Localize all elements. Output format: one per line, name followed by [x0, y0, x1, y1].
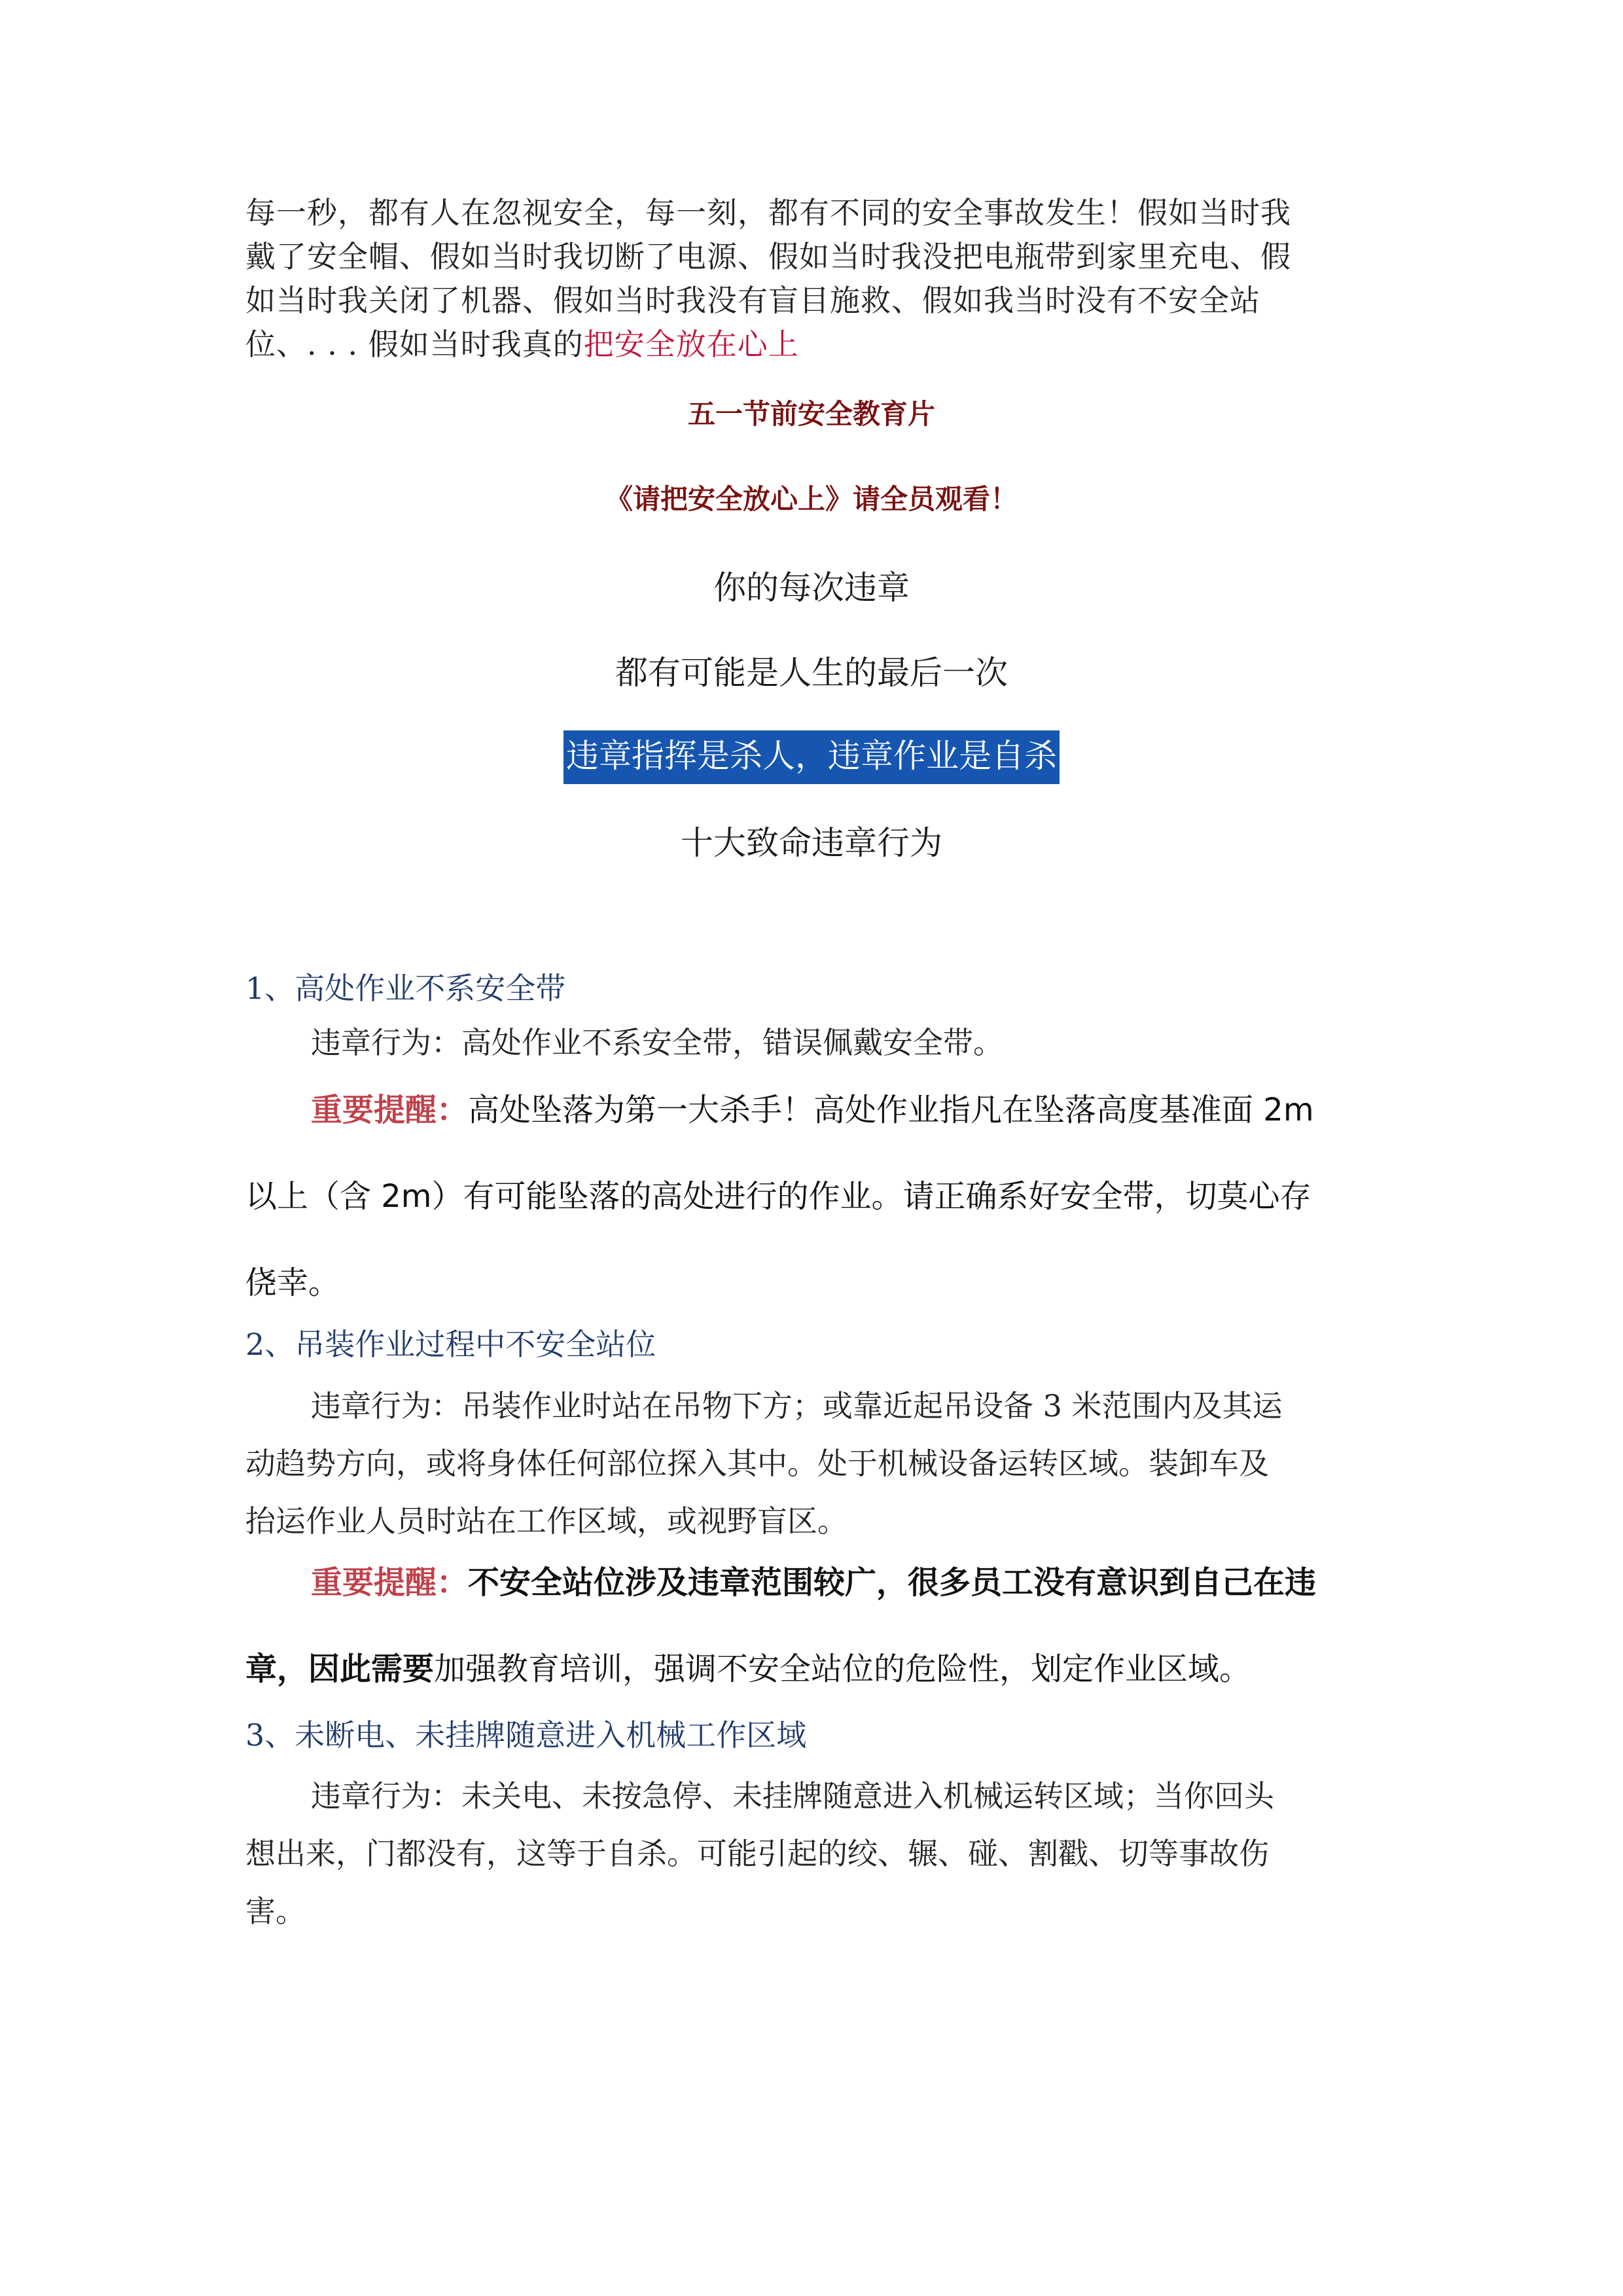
reminder-label: 重要提醒： — [311, 1092, 469, 1128]
document-subtitle: 《请把安全放心上》请全员观看！ — [605, 483, 1018, 515]
intro-line: 戴了安全帽、假如当时我切断了电源、假如当时我没把电瓶带到家里充电、假 — [245, 239, 1291, 274]
section-heading-2: 2、吊装作业过程中不安全站位 — [245, 1327, 656, 1362]
violation-line: 抬运作业人员时站在工作区域，或视野盲区。 — [245, 1503, 847, 1539]
reminder-text: 不安全站位涉及违章范围较广，很多员工没有意识到自己在违 — [468, 1564, 1317, 1601]
intro-line: 如当时我关闭了机器、假如当时我没有盲目施救、假如我当时没有不安全站 — [245, 283, 1260, 318]
reminder-line: 侥幸。 — [245, 1265, 340, 1301]
reminder-text: 高处坠落为第一大杀手！高处作业指凡在坠落高度基准面 2m — [468, 1092, 1314, 1128]
violation-text-2 — [245, 1377, 1384, 1550]
intro-line: 每一秒，都有人在忽视安全，每一刻，都有不同的安全事故发生！假如当时我 — [245, 195, 1291, 230]
reminder-text-bold: 章，因此需要 — [245, 1651, 435, 1687]
intro-emphasis: 把安全放在心上 — [583, 327, 799, 362]
reminder-block-2 — [245, 1539, 1384, 1712]
reminder-line — [245, 1626, 1384, 1712]
intro-line-text: 位、. . . 假如当时我真的 — [245, 327, 584, 362]
slogan-line: 你的每次违章 — [713, 569, 910, 607]
slogan-line: 都有可能是人生的最后一次 — [615, 654, 1008, 692]
violation-text-1 — [245, 1021, 1384, 1065]
violation-line: 违章行为：吊装作业时站在吊物下方；或靠近起吊设备 3 米范围内及其运 — [311, 1388, 1283, 1424]
reminder-line: 以上（含 2m）有可能坠落的高处进行的作业。请正确系好安全带，切莫心存 — [245, 1178, 1311, 1215]
violation-line: 想出来，门都没有，这等于自杀。可能引起的绞、辗、碰、割戳、切等事故伤 — [245, 1836, 1269, 1871]
violation-line: 动趋势方向，或将身体任何部位探入其中。处于机械设备运转区域。装卸车及 — [245, 1446, 1269, 1481]
violation-line: 违章行为：未关电、未按急停、未挂牌随意进入机械运转区域；当你回头 — [311, 1778, 1274, 1814]
section-heading-3: 3、未断电、未挂牌随意进入机械工作区域 — [245, 1717, 807, 1753]
slogan-highlight-line — [0, 730, 1623, 784]
reminder-line — [245, 1067, 1384, 1153]
reminder-line — [245, 1539, 1384, 1626]
violation-line: 违章行为：高处作业不系安全带，错误佩戴安全带。 — [311, 1025, 1003, 1060]
section-heading-1: 1、高处作业不系安全带 — [245, 971, 566, 1006]
intro-line — [245, 323, 1384, 367]
reminder-block-1 — [245, 1067, 1384, 1326]
reminder-label: 重要提醒： — [311, 1564, 469, 1601]
violation-text-3 — [245, 1767, 1384, 1940]
document-title: 五一节前安全教育片 — [687, 398, 935, 430]
intro-paragraph — [245, 191, 1384, 367]
violation-line: 害。 — [245, 1893, 306, 1929]
selected-text-highlight[interactable]: 违章指挥是杀人，违章作业是自杀 — [563, 730, 1060, 784]
reminder-text: 加强教育培训，强调不安全站位的危险性，划定作业区域。 — [434, 1651, 1251, 1687]
section-list-title: 十大致命违章行为 — [681, 824, 942, 862]
